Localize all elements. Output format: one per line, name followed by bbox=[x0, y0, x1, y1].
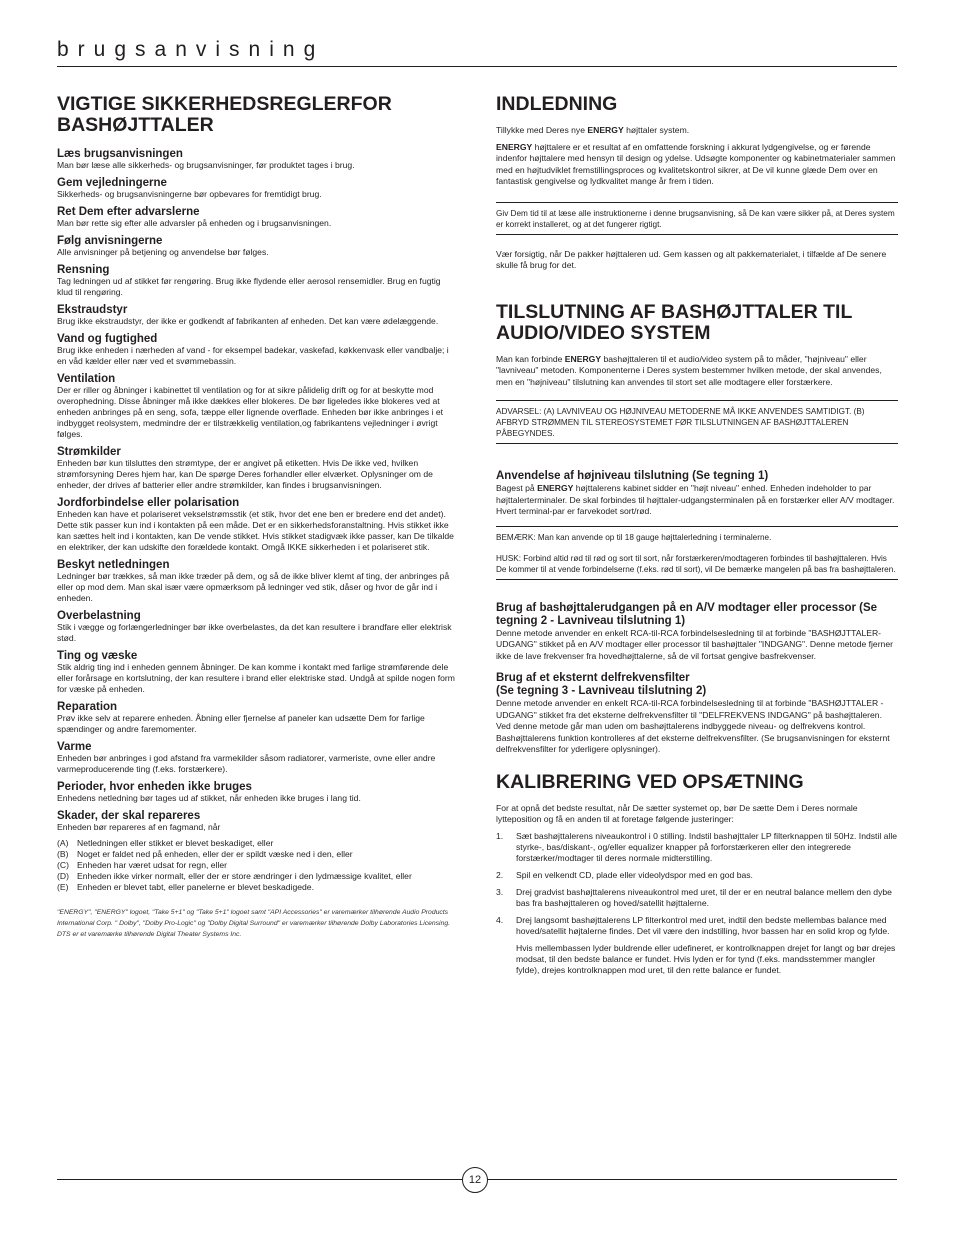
intro-paragraph-3: Vær forsigtig, når De pakker højttaleren ud. Gem kassen og alt pakkematerialet, i tilfælde af De senere skulle få brug for det. bbox=[496, 248, 887, 270]
left-column bbox=[57, 94, 457, 940]
safety-rule-text: Der er riller og åbninger i kabinettet til ventilation og for at sikre pålidelig drift og for at beskytte mod overophedning. Disse åbninger må ikke dækkes eller blokeres. De bør ligeledes ikke blokeres ved at enheden anbringes på en seng, sofa, tæppe eller lignende overflade. Enheden bør ikke anbringes i et indbygget reolsystem, medmindre der er tilstrækkelig ventilation,og fabrikantens vejledninger i øvrigt følges. bbox=[57, 385, 444, 439]
connection-paragraph: Man kan forbinde ENERGY bashøjttaleren til et audio/video system på to måder, "højniveau" eller "lavniveau" metoden. Komponenterne i Deres system bestemmer hvilken metode, der skal anvendes, men en "højniveau" tilslutning kan anvendes til stort set alle modtagere eller forstærkere. bbox=[496, 353, 882, 387]
safety-rule-heading: Overbelastning bbox=[57, 610, 141, 622]
intro-paragraph-2: ENERGY højttalere er et resultat af en omfattende forskning i akkurat lydgengivelse, og er førende indenfor højttalere med hensyn til design og ydelse. Udsøgte komponenter og kabinetmaterialer sammen med en højtudviklet fremstillingsproces og kvalitetskontrol sikrer, at De vil kunne glæde Dem over en fantastisk gengivelse og lydkvalitet mange år frem i tiden. bbox=[496, 141, 896, 186]
safety-rule-heading: Perioder, hvor enheden ikke bruges bbox=[57, 781, 252, 793]
external-crossover-title-2: (Se tegning 3 - Lavniveau tilslutning 2) bbox=[496, 685, 707, 697]
av-receiver-title: Brug af bashøjttalerudgangen på en A/V modtager eller processor (Se tegning 2 - Lavniveau tilslutning 1) bbox=[496, 601, 878, 627]
safety-rule bbox=[57, 781, 457, 804]
damage-item bbox=[57, 838, 457, 849]
safety-rule bbox=[57, 333, 457, 367]
safety-rule-heading: Vand og fugtighed bbox=[57, 333, 158, 345]
safety-rule bbox=[57, 206, 457, 229]
safety-rule-heading: Beskyt netledningen bbox=[57, 559, 170, 571]
high-level-title: Anvendelse af højniveau tilslutning (Se tegning 1) bbox=[496, 470, 769, 482]
calibration-step-marker bbox=[496, 943, 516, 976]
intro-note-box: Giv Dem tid til at læse alle instruktionerne i denne brugsanvisning, så De kan være sikker på, at Deres system er korrekt installeret, og at det fungerer rigtigt. bbox=[496, 202, 898, 235]
safety-rule bbox=[57, 373, 457, 440]
safety-rule-text: Stik aldrig ting ind i enheden gennem åbninger. De kan komme i kontakt med farlige strømførende dele eller forårsage en kortslutning, der kan resultere i brand eller elektriske stød. Undgå at spilde nogen form for væske på enheden. bbox=[57, 662, 455, 694]
calibration-step-marker: 2. bbox=[496, 869, 504, 880]
calibration-step-text: Drej gradvist bashøjttalerens niveaukontrol med uret, til der er en neutral balance mellem den dybe bas fra bashøjttaleren og hoved/satellit højttalerne. bbox=[516, 886, 892, 908]
safety-rule bbox=[57, 650, 457, 695]
safety-rule-text: Man bør læse alle sikkerheds- og brugsanvisninger, før produktet tages i brug. bbox=[57, 160, 355, 170]
safety-rule bbox=[57, 177, 457, 200]
calibration-title: KALIBRERING VED OPSÆTNING bbox=[496, 770, 804, 793]
right-column bbox=[496, 94, 898, 982]
safety-rule-heading: Strømkilder bbox=[57, 446, 121, 458]
safety-rule bbox=[57, 497, 457, 553]
safety-rule-heading: Reparation bbox=[57, 701, 118, 713]
safety-rule-text: Enhedens netledning bør tages ud af stikket, når enheden ikke bruges i lang tid. bbox=[57, 793, 361, 803]
calibration-intro: For at opnå det bedste resultat, når De sætter systemet op, bør De sætte Dem i Deres normale lytteposition og få en anden til at foretage følgende justeringer: bbox=[496, 802, 858, 824]
safety-rule-text: Enheden bør anbringes i god afstand fra varmekilder såsom radiatorer, varmeriste, ovne eller andre varmeproducerende ting (f.eks. forstærkere). bbox=[57, 753, 436, 774]
safety-rule-heading: Ekstraudstyr bbox=[57, 304, 128, 316]
trademark-footnote: "ENERGY", "ENERGY" logoet, "Take 5+1" og "Take 5+1" logoet samt "API Accessories" er varemærker tilhørende Audio Products International Corp. " Dolby", "Dolby Pro-Logic" og "Dolby Digital Surround" er varemærker tilhørende Dolby Laboratories Licensing. DTS er et varemærke tilhørende Digital Theater Systems Inc. bbox=[57, 909, 451, 938]
calibration-step-marker: 4. bbox=[496, 914, 504, 925]
damage-item bbox=[57, 860, 457, 871]
safety-rule bbox=[57, 446, 457, 491]
safety-rule bbox=[57, 701, 457, 735]
safety-rule-heading: Ventilation bbox=[57, 373, 116, 385]
safety-rule-text: Stik i vægge og forlængerledninger bør ikke overbelastes, da det kan resultere i brandfare eller elektrisk stød. bbox=[57, 622, 452, 643]
safety-rule bbox=[57, 741, 457, 775]
safety-rule-heading: Læs brugsanvisningen bbox=[57, 148, 183, 160]
damage-item-marker: (E) bbox=[57, 882, 69, 892]
header-rule bbox=[57, 66, 897, 67]
damage-item-marker: (A) bbox=[57, 838, 69, 848]
safety-rule bbox=[57, 810, 457, 833]
safety-rule-text: Brug ikke enheden i nærheden af vand - for eksempel badekar, vaskefad, køkkenvask eller vandbalje; i en våd kælder eller nær ved et svømmebassin. bbox=[57, 345, 449, 366]
safety-rule bbox=[57, 610, 457, 644]
safety-rule-text: Alle anvisninger på betjening og anvendelse bør følges. bbox=[57, 247, 269, 257]
safety-rule-text: Sikkerheds- og brugsanvisningerne bør opbevares for fremtidigt brug. bbox=[57, 189, 322, 199]
damage-item-marker: (C) bbox=[57, 860, 69, 870]
external-crossover-paragraph: Denne metode anvender en enkelt RCA-til-RCA forbindelsesledning til at forbinde "BASHØJTTALER -UDGANG" stikket fra det eksterne delfrekvensfilter til "DELFREKVENS INDGANG" på bashøjttaleren. Ved denne metode går man uden om bashøjttalerens indbyggede niveau- og delfrekvens kontrol. Bashøjttalerens funktion kontrolleres af det eksterne delfrekvensfilter. (Se brugsanvisningen for eksternt delfrekvensfilter for yderligere oplysninger). bbox=[496, 698, 890, 754]
calibration-step-marker: 1. bbox=[496, 830, 504, 841]
page-number: 12 bbox=[462, 1167, 488, 1193]
damage-item-text: Enheden har været udsat for regn, eller bbox=[77, 860, 228, 870]
high-level-paragraph: Bagest på ENERGY højttalerens kabinet sidder en "højt niveau" enhed. Enheden indeholder to par højttalerterminaler. De skal forbindes til højttaler-udgangsterminalen på en forstærker eller A/V modtager. Hvert terminal-par er farvekodet sort/rød. bbox=[496, 483, 895, 516]
safety-rule bbox=[57, 559, 457, 604]
safety-rule-heading: Ret Dem efter advarslerne bbox=[57, 206, 200, 218]
safety-rule-text: Tag ledningen ud af stikket før rengøring. Brug ikke flydende eller aerosol rensemidler. Brug en fugtig klud til rengøring. bbox=[57, 276, 441, 297]
running-header: brugsanvisning bbox=[57, 38, 325, 61]
intro-title: INDLEDNING bbox=[496, 93, 618, 115]
safety-sections bbox=[57, 148, 457, 833]
safety-rule-text: Brug ikke ekstraudstyr, der ikke er godkendt af fabrikanten af enheden. Det kan være ødelæggende. bbox=[57, 316, 439, 326]
safety-rule-text: Enheden bør kun tilsluttes den strømtype, der er angivet på etiketten. Hvis De ikke ved, hvilken strømforsyning Deres hjem har, kan De spørge Deres forhandler eller elværket. Oplysninger om de enheder, der drives af batterier eller andre strømkilder, kan findes i brugsanvisningen. bbox=[57, 458, 433, 490]
safety-rule-heading: Rensning bbox=[57, 264, 110, 276]
connection-title: TILSLUTNING AF BASHØJTTALER TIL AUDIO/VIDEO SYSTEM bbox=[496, 300, 853, 344]
calibration-step bbox=[496, 915, 898, 937]
calibration-step-text: Hvis mellembassen lyder buldrende eller udefineret, er kontrolknappen drejet for langt og bør drejes modsat, til den bedste balance er fundet. Hvis lyden er for tynd (f.eks. mandsstemmer mangler fylde), drejes kontrolknappen mod uret, til den rette balance er fundet. bbox=[516, 942, 896, 975]
safety-rule bbox=[57, 148, 457, 171]
damage-item bbox=[57, 849, 457, 860]
damage-list bbox=[57, 838, 457, 893]
damage-item bbox=[57, 871, 457, 882]
safety-rule bbox=[57, 235, 457, 258]
safety-rule-text: Ledninger bør trækkes, så man ikke træder på dem, og så de ikke bliver klemt af ting, der anbringes på eller op mod dem. Man skal især være opmærksom på ledninger ved stik, dåser og hvor de går ind i enheden. bbox=[57, 571, 450, 603]
safety-title: VIGTIGE SIKKERHEDSREGLERFOR BASHØJTTALER bbox=[57, 93, 392, 136]
damage-item-text: Enheden ikke virker normalt, eller der er store ændringer i den lydmæssige kvalitet, eller bbox=[77, 871, 412, 881]
intro-paragraph-1: Tillykke med Deres nye ENERGY højttaler system. bbox=[496, 125, 690, 135]
calibration-step-text: Sæt bashøjttalerens niveaukontrol i 0 stilling. Indstil bashøjttaler LP filterknappen til 50Hz. Indstil alle styrke-, bas/diskant-, og/eller equalizer knapper på forforstærkeren eller den integrerede forstærker/modtager til deres normale midterstilling. bbox=[516, 830, 898, 863]
safety-rule-text: Prøv ikke selv at reparere enheden. Åbning eller fjernelse af paneler kan udsætte Dem for farlige spændinger og andre faremomenter. bbox=[57, 713, 425, 734]
calibration-step-text: Spil en velkendt CD, plade eller videolydspor med en god bas. bbox=[516, 869, 753, 880]
warning-box: ADVARSEL: (A) LAVNIVEAU OG HØJNIVEAU METODERNE MÅ IKKE ANVENDES SAMTIDIGT. (B) AFBRYD STRØMMEN TIL STEREOSYSTEMET FØR TILSLUTNINGEN AF BASHØJTTALEREN PÅBEGYNDES. bbox=[496, 400, 898, 444]
damage-item-text: Netledningen eller stikket er blevet beskadiget, eller bbox=[77, 838, 274, 848]
calibration-step bbox=[496, 870, 898, 881]
safety-rule-heading: Skader, der skal repareres bbox=[57, 810, 201, 822]
damage-item bbox=[57, 882, 457, 893]
calibration-step bbox=[496, 943, 898, 976]
safety-rule-heading: Varme bbox=[57, 741, 92, 753]
note-box bbox=[496, 526, 898, 580]
damage-item-text: Noget er faldet ned på enheden, eller der er spildt væske ned i den, eller bbox=[77, 849, 353, 859]
safety-rule-heading: Ting og væske bbox=[57, 650, 138, 662]
damage-item-marker: (D) bbox=[57, 871, 69, 881]
calibration-step bbox=[496, 887, 898, 909]
external-crossover-title-1: Brug af et eksternt delfrekvensfilter bbox=[496, 672, 690, 684]
note-remember: HUSK: Forbind altid rød til rød og sort til sort, når forstærkeren/modtageren forbindes til bashøjttaleren. Hvis De kommer til at vende forbindelserne (f.eks. rød til sort), vil De bemærke mangelen på bas fra bashøjttaleren. bbox=[496, 553, 896, 574]
safety-rule-text: Enheden bør repareres af en fagmand, når bbox=[57, 822, 221, 832]
note-remark: BEMÆRK: Man kan anvende op til 18 gauge højttalerledning i terminalerne. bbox=[496, 532, 772, 542]
calibration-step-text: Drej langsomt bashøjttalerens LP filterkontrol med uret, indtil den bedste mellembas balance med hoved/satellit højtalerne findes. Det vil være den indstilling, hvor bassen har en solid krop og fylde. bbox=[516, 914, 890, 936]
av-receiver-paragraph: Denne metode anvender en enkelt RCA-til-RCA forbindelsesledning til at forbinde "BASHØJTTALER-UDGANG" stikket på en A/V modtager eller processor til bashøjttaler "INDGANG". Denne metode fjerner ikke de lave frekvenser fra hovedhøjttalerne, så de vil fortsat gengive basfrekvenser. bbox=[496, 627, 893, 661]
safety-rule-text: Enheden kan have et polariseret vekselstrømsstik (et stik, hvor det ene ben er bredere end det andet). Dette stik passer kun ind i kontakten på een måde. Det er en sikkerhedsforanstaltning. Hvis stikket ikke kan sættes helt ind i kontakten, kan De vende stikket. Hvis stikket stadigvæk ikke passer, kan De tilkalde en elektriker, der kan udskifte den forældede kontakt. Omgå IKKE sikkerheden i et polariseret stik. bbox=[57, 509, 454, 552]
safety-rule-heading: Jordforbindelse eller polarisation bbox=[57, 497, 240, 509]
safety-rule-heading: Følg anvisningerne bbox=[57, 235, 163, 247]
calibration-step-marker: 3. bbox=[496, 886, 504, 897]
damage-item-marker: (B) bbox=[57, 849, 69, 859]
safety-rule bbox=[57, 264, 457, 298]
calibration-steps bbox=[496, 831, 898, 976]
safety-rule-text: Man bør rette sig efter alle advarsler på enheden og i brugsanvisningen. bbox=[57, 218, 332, 228]
damage-item-text: Enheden er blevet tabt, eller panelerne er blevet beskadigede. bbox=[77, 882, 314, 892]
safety-rule bbox=[57, 304, 457, 327]
calibration-step bbox=[496, 831, 898, 864]
safety-rule-heading: Gem vejledningerne bbox=[57, 177, 167, 189]
